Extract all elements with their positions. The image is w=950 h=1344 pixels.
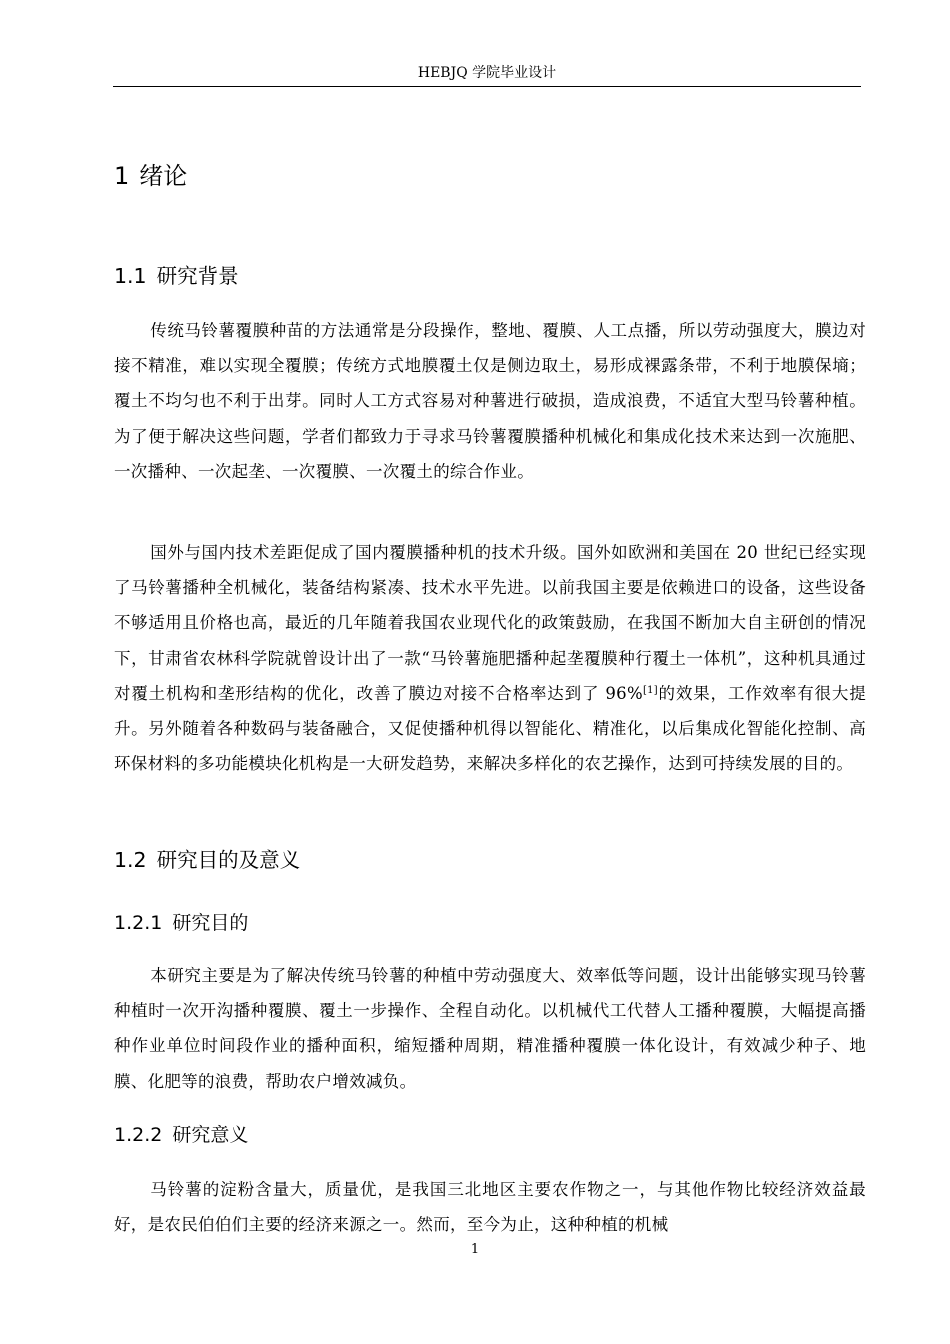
section-title: 研究背景 [156,264,239,288]
chapter-number: 1 [114,162,130,190]
body-paragraph: 传统马铃薯覆膜种苗的方法通常是分段操作，整地、覆膜、人工点播，所以劳动强度大，膜边对接不精准，难以实现全覆膜；传统方式地膜覆土仅是侧边取土，易形成裸露条带，不利于地膜保墒；覆土不均匀也不利于出芽。同时人工方式容易对种薯进行破损，造成浪费，不适宜大型马铃薯种植。为了便于解决这些问题，学者们都致力于寻求马铃薯覆膜播种机械化和集成化技术来达到一次施肥、一次播种、一次起垄、一次覆膜、一次覆土的综合作业。 [114,321,866,481]
section-heading-1-1 [114,262,239,290]
section-number: 1.1 [114,264,147,288]
chapter-heading [114,160,187,192]
body-paragraph: 马铃薯的淀粉含量大，质量优，是我国三北地区主要农作物之一，与其他作物比较经济效益最好，是农民伯伯们主要的经济来源之一。然而，至今为止，这种种植的机械 [114,1180,866,1235]
body-paragraph-with-citation [114,535,866,781]
page-number: 1 [470,1242,480,1257]
header-rule [113,86,861,87]
paragraph-text: 国外与国内技术差距促成了国内覆膜播种机的技术升级。国外如欧洲和美国在 20 世纪已经实现了马铃薯播种全机械化，装备结构紧凑、技术水平先进。以前我国主要是依赖进口的设备，这些设备不够适用且价格也高，最近的几年随着我国农业现代化的政策鼓励，在我国不断加大自主研创的情况下，甘肃省农林科学院就曾设计出了一款“马铃薯施肥播种起垄覆膜种行覆土一体机”，这种机具通过对覆土机构和垄形结构的优化，改善了膜边对接不合格率达到了 96% [114,543,866,703]
paragraph-text: 的效果，工作效率有很大提升。另外随着各种数码与装备融合，又促使播种机得以智能化、精准化，以后集成化智能化控制、高环保材料的多功能模块化机构是一大研发趋势，来解决多样化的农艺操作，达到可持续发展的目的。 [114,683,866,774]
body-paragraph: 本研究主要是为了解决传统马铃薯的种植中劳动强度大、效率低等问题，设计出能够实现马铃薯种植时一次开沟播种覆膜、覆土一步操作、全程自动化。以机械代工代替人工播种覆膜，大幅提高播种作业单位时间段作业的播种面积，缩短播种周期，精准播种覆膜一体化设计，有效减少种子、地膜、化肥等的浪费，帮助农户增效减负。 [114,966,866,1091]
subsection-title: 研究意义 [172,1124,249,1146]
subsection-number: 1.2.2 [114,1124,163,1146]
running-header: HEBJQ 学院毕业设计 [417,65,557,81]
section-number: 1.2 [114,848,147,872]
subsection-heading-1-2-2 [114,1122,248,1148]
section-heading-1-2 [114,846,300,874]
chapter-title: 绪论 [139,162,188,190]
citation-reference: [1] [642,684,659,696]
section-title: 研究目的及意义 [156,848,301,872]
subsection-heading-1-2-1 [114,910,248,936]
subsection-number: 1.2.1 [114,912,163,934]
subsection-title: 研究目的 [172,912,249,934]
